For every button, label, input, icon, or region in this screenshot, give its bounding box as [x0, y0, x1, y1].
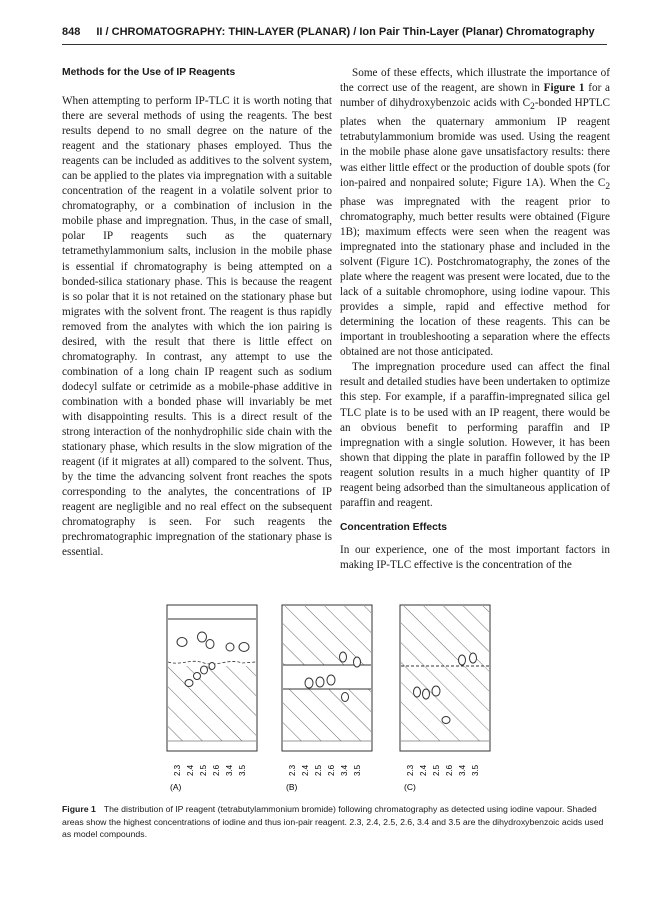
- plate-c-spot-2-6: [459, 655, 466, 665]
- plate-b-spot-2-5: [327, 675, 335, 685]
- plate-c-spot-2-4: [423, 689, 430, 699]
- plate-a-spot-lower-2: [194, 673, 201, 680]
- plate-a-acid-label: 2.6: [212, 764, 221, 776]
- effects-paragraph: Some of these effects, which illustrate the importance of the correct use of the reagent, are shown in Figure 1 for a number of dihydroxybenzoic acids with $C_2$-bonded HPTLC plates when the quaternary ammonium IP reagent tetrabutylammonium bromide was used. Using the reagent in the mobile phase alone gave unsatisfactory results: there was either little effect or the production of double spots (for ion-paired and nonpaired solute; Figure 1A). When the $C_2$ phase was impregnated with the reagent prior to chromatography, much better results were obtained (Figure 1B); maximum effects were seen when the reagent was impregnated into the stationary phase and included in the solvent (Figure 1C). Postchromatography, the zones of the plate where the reagent was present were located, due to the lack of a suitable chromophore, using iodine vapour. This provides a simple, rapid and effective method for determining the location of these reagents. This can be important in troubleshooting a separation where the effects obtained are not those anticipated.: [340, 67, 611, 359]
- plate-a-shaded-zone: [168, 666, 256, 741]
- plate-a-spot-2-4: [198, 632, 207, 642]
- plate-c-acid-label: 2.5: [432, 764, 441, 776]
- right-column: [340, 66, 610, 573]
- plate-b-acid-label: 2.4: [301, 764, 310, 776]
- plate-b-acid-label: 2.5: [314, 764, 323, 776]
- concentration-paragraph: In our experience, one of the most important factors in making IP-TLC effective is the concentration of the: [340, 543, 610, 571]
- plate-a-spot-lower-1: [185, 680, 193, 687]
- plate-c-spot-3-4: [470, 653, 477, 663]
- plate-a-acid-label: 3.5: [238, 764, 247, 776]
- page-number: 848: [62, 26, 81, 38]
- plate-c-acid-label: 2.3: [406, 764, 415, 776]
- plate-b-spot-3-4: [354, 657, 361, 667]
- plate-c-acid-label: 2.6: [445, 764, 454, 776]
- running-header: [62, 26, 607, 38]
- plate-a-label: (A): [170, 782, 182, 792]
- plate-b-acid-label: 2.6: [327, 764, 336, 776]
- plate-b-spot-2-6: [340, 652, 347, 662]
- plate-a-spot-2-3: [177, 638, 187, 647]
- left-column: [62, 66, 332, 560]
- caption-label: Figure 1: [62, 804, 96, 814]
- plate-a-acid-label: 2.3: [173, 764, 182, 776]
- plate-a-spot-2-6: [226, 643, 234, 651]
- plate-b-label: (B): [286, 782, 298, 792]
- plate-a-spot-3-4: [239, 643, 249, 652]
- tlc-plates-figure: [160, 600, 520, 795]
- plate-b-upper-hatch: [283, 606, 371, 665]
- plate-b-acid-label: 3.5: [353, 764, 362, 776]
- plate-b-acid-label: 3.4: [340, 764, 349, 776]
- plate-c-spot-2-3: [414, 687, 421, 697]
- plate-c-spot-2-5: [432, 686, 440, 696]
- plate-c-spot-3-5: [442, 717, 450, 724]
- plate-c-shaded-zone: [401, 666, 489, 741]
- plate-c: [400, 605, 490, 792]
- section-heading-concentration: Concentration Effects: [340, 521, 447, 533]
- figure-1: [160, 600, 520, 795]
- plate-b-shaded-zone: [283, 689, 371, 741]
- plate-c-acid-label: 2.4: [419, 764, 428, 776]
- plate-a-acid-label: 3.4: [225, 764, 234, 776]
- plate-a-acid-label: 2.5: [199, 764, 208, 776]
- header-rule: [62, 44, 607, 45]
- plate-a-spot-lower-3: [201, 666, 208, 674]
- plate-b: [282, 605, 372, 792]
- plate-b-spot-3-5: [342, 693, 349, 702]
- running-title: II / CHROMATOGRAPHY: THIN-LAYER (PLANAR) / Ion Pair Thin-Layer (Planar) Chromatography: [96, 26, 595, 38]
- impregnation-paragraph: The impregnation procedure used can affect the final result and detailed studies have been undertaken to optimize this step. For example, if a paraffin-impregnated silica gel TLC plate is to be used with an IP reagent, there would be an obvious benefit to performing paraffin and IP impregnation with a single solution. However, it has been shown that dipping the plate in paraffin followed by the IP reagent solution results in a much higher quantity of IP reagent being adsorbed than the simultaneous application of paraffin and reagent.: [340, 361, 610, 509]
- caption-text: The distribution of IP reagent (tetrabutylammonium bromide) following chromatography as detected using iodine vapour. Shaded areas show the highest concentrations of iodine and thus ion-pair reagent. 2.3, 2.4, 2.5, 2.6, 3.4 and 3.5 are the dihydroxybenzoic acids used as model compounds.: [62, 804, 604, 840]
- section-heading-methods: Methods for the Use of IP Reagents: [62, 67, 236, 78]
- plate-c-acid-label: 3.4: [458, 764, 467, 776]
- plate-a: [167, 605, 257, 792]
- plate-c-acid-label: 3.5: [471, 764, 480, 776]
- plate-b-spot-2-4: [316, 677, 324, 687]
- methods-paragraph: When attempting to perform IP-TLC it is worth noting that there are several methods of using the reagents. The best results depend to no small degree on the nature of the reagent and the stationary phases employed. Thus the reagents can be included as additives to the solvent system, can be applied to the plates via impregnation with a suitable concentration of the reagent in a volatile solvent prior to chromatography, or a combination of inclusion in the mobile phase and impregnation. Thus, in the case of small, polar IP reagents such as the quaternary tetramethylammonium salts, inclusion in the mobile phase is essential if chromatography is being attempted on a bonded-silica stationary phase. This is because the reagent is so polar that it is not retained on the stationary phase but migrates with the solvent front. The reagent is thus rapidly removed from the analytes with which the ion pairing is desired, with the result that there is little effect on chromatography. In contrast, any attempt to use the combination of a long chain IP reagent such as sodium dodecyl sulfate or cetrimide as a mobile-phase additive in combination with a bonded phase will invariably be met with disappointing results. This is a direct result of the strong interaction of the nonhydrophilic side chain with the stationary phase, which results in the slow migration of the reagent (if it migrates at all) compared to the solvent. Thus, by the time the advancing solvent front reaches the spots corresponding to the analytes, the concentrations of IP reagent are negligible and no real effect on the subsequent chromatography is seen. For such reagents the prechromatographic impregnation of the stationary phase is essential.: [62, 95, 332, 559]
- plate-a-spot-lower-4: [209, 663, 215, 670]
- figure-reference: Figure 1: [543, 82, 585, 95]
- plate-b-acid-label: 2.3: [288, 764, 297, 776]
- plate-a-spot-2-5: [206, 640, 214, 649]
- plate-a-acid-label: 2.4: [186, 764, 195, 776]
- figure-caption: [62, 803, 610, 841]
- plate-b-spot-2-3: [305, 678, 313, 688]
- plate-c-label: (C): [404, 782, 416, 792]
